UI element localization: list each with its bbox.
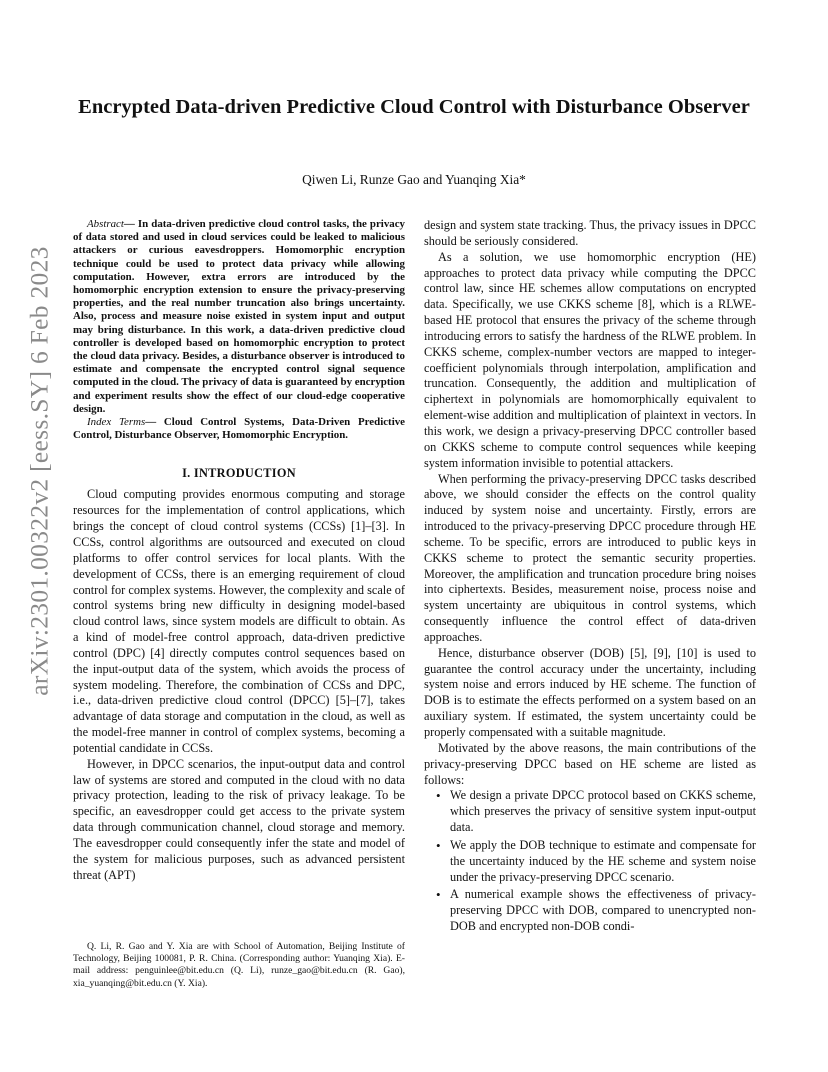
intro-paragraph: Hence, disturbance observer (DOB) [5], [9], [10] is used to guarantee the control accuracy under the uncertainty, including system noise and errors induced by HE scheme. The function of DOB is to estimate the effects performed on a system based on an auxiliary system. If estimated, the system uncertainty could be properly compensated with a suitable magnitude. [424, 645, 756, 739]
list-item: • A numerical example shows the effectiveness of privacy-preserving DPCC with DOB, compared to unencrypted non-DOB and encrypted non-DOB condi- [424, 887, 756, 935]
paper-authors: Qiwen Li, Runze Gao and Yuanqing Xia* [302, 172, 526, 187]
intro-paragraph: Cloud computing provides enormous computing and storage resources for the implementation of control applications, which brings the concept of cloud control systems (CCSs) [1]–[3]. In CCSs, control algorithms are outsourced and executed on cloud platforms to offer control services for local plants. With the development of CCSs, there is an emerging requirement of cloud control for complex systems. However, the complexity and scale of control systems bring new difficulty in designing model-based cloud control laws, since system models are difficult to obtain. As a kind of model-free control approach, data-driven predictive control (DPC) [4] directly computes control sequences based on the input-output data of the system, which avoids the process of system modeling. Therefore, the combination of CCSs and DPC, i.e., data-driven predictive cloud control (DPCC) [5]–[7], takes advantage of data storage and computation in the cloud, as well as the model-free manner in control of complex systems, becoming a potential candidate in CCSs. [73, 487, 405, 755]
contributions-list [424, 788, 756, 935]
intro-paragraph: Motivated by the above reasons, the main contributions of the privacy-preserving DPCC based on HE scheme are listed as follows: [424, 740, 756, 787]
index-terms [73, 416, 405, 442]
abstract [73, 218, 405, 416]
arxiv-stamp [20, 246, 60, 696]
paper-title: Encrypted Data-driven Predictive Cloud Control with Disturbance Observer [78, 96, 750, 118]
index-terms-label: Index Terms [87, 416, 146, 429]
author-footnote: Q. Li, R. Gao and Y. Xia are with School of Automation, Beijing Institute of Technology, Beijing 100081, P. R. China. (Corresponding author: Yuanqing Xia). E-mail address: penguinlee@bit.edu.cn (Q. Li), runze_gao@bit.edu.cn (R. Gao), xia_yuanqing@bit.edu.cn (Y. Xia). [73, 941, 405, 989]
right-column [424, 218, 756, 937]
intro-paragraph: As a solution, we use homomorphic encryption (HE) approaches to protect data privacy while computing the DPCC control law, since HE schemes allow computations on encrypted data. Specifically, we use CKKS scheme [8], which is a RLWE-based HE protocol that ensures the privacy of the scheme through introducing errors to satisfy the hardness of the RLWE problem. In CKKS scheme, complex-number vectors are mapped to integer-coefficient polynomials through interpolation, amplification and truncation. Consequently, the addition and multiplication of ciphertext in polynomials are homomorphically equivalent to element-wise addition and multiplication of plaintext in vectors. In this work, we design a privacy-preserving DPCC controller based on CKKS scheme to compute control sequences while keeping system information invisible to potential attackers. [424, 249, 756, 470]
index-terms-text: — Cloud Control Systems, Data-Driven Predictive Control, Disturbance Observer, Homomorphic Encryption. [73, 416, 405, 442]
abstract-label: Abstract [87, 218, 124, 230]
section-heading-introduction: I. INTRODUCTION [182, 466, 296, 481]
left-column [73, 218, 405, 884]
arxiv-identifier: arXiv:2301.00322v2 [eess.SY] 6 Feb 2023 [25, 246, 55, 696]
list-item: • We design a private DPCC protocol based on CKKS scheme, which preserves the privacy of sensitive system input-output data. [424, 788, 756, 836]
list-item: • We apply the DOB technique to estimate and compensate for the uncertainty induced by the HE scheme and system noise under the privacy-preserving DPCC scenario. [424, 838, 756, 886]
abstract-text: — In data-driven predictive cloud control tasks, the privacy of data stored and used in cloud services could be leaked to malicious attackers or curious eavesdroppers. Homomorphic encryption technique could be used to protect data privacy while allowing computation. However, extra errors are introduced by the homomorphic encryption extension to ensure the privacy-preserving properties, and the real number truncation also brings uncertainty. Also, process and measure noise existed in system input and output may bring disturbance. In this work, a data-driven predictive cloud controller is developed based on homomorphic encryption to protect the cloud data privacy. Besides, a disturbance observer is introduced to estimate and compensate the encrypted control signal sequence computed in the cloud. The privacy of data is guaranteed by encryption and experiment results show the effect of our cloud-edge cooperative design. [73, 218, 405, 415]
intro-paragraph: design and system state tracking. Thus, the privacy issues in DPCC should be seriously considered. [424, 218, 756, 248]
intro-paragraph: However, in DPCC scenarios, the input-output data and control law of systems are stored and computed in the cloud with no data privacy protection, leading to the risk of privacy leakage. To be specific, an eavesdropper could get access to the private system data through communication channel, cloud storage and memory. The eavesdropper could consequently infer the state and model of the system for malicious purposes, such as advanced persistent threat (APT) [73, 756, 405, 882]
intro-paragraph: When performing the privacy-preserving DPCC tasks described above, we should consider the effects on the control quality induced by system noise and uncertainty. Firstly, errors are introduced to the privacy-preserving DPCC procedure through HE scheme. To be specific, errors are introduced to public keys in CKKS scheme to protect the semantic security properties. Moreover, the amplification and truncation procedure bring noises into ciphertexts. Besides, measurement noise, process noise and system uncertainty are ubiquitous in control systems, which consequently influence the control effect of data-driven approaches. [424, 471, 756, 644]
